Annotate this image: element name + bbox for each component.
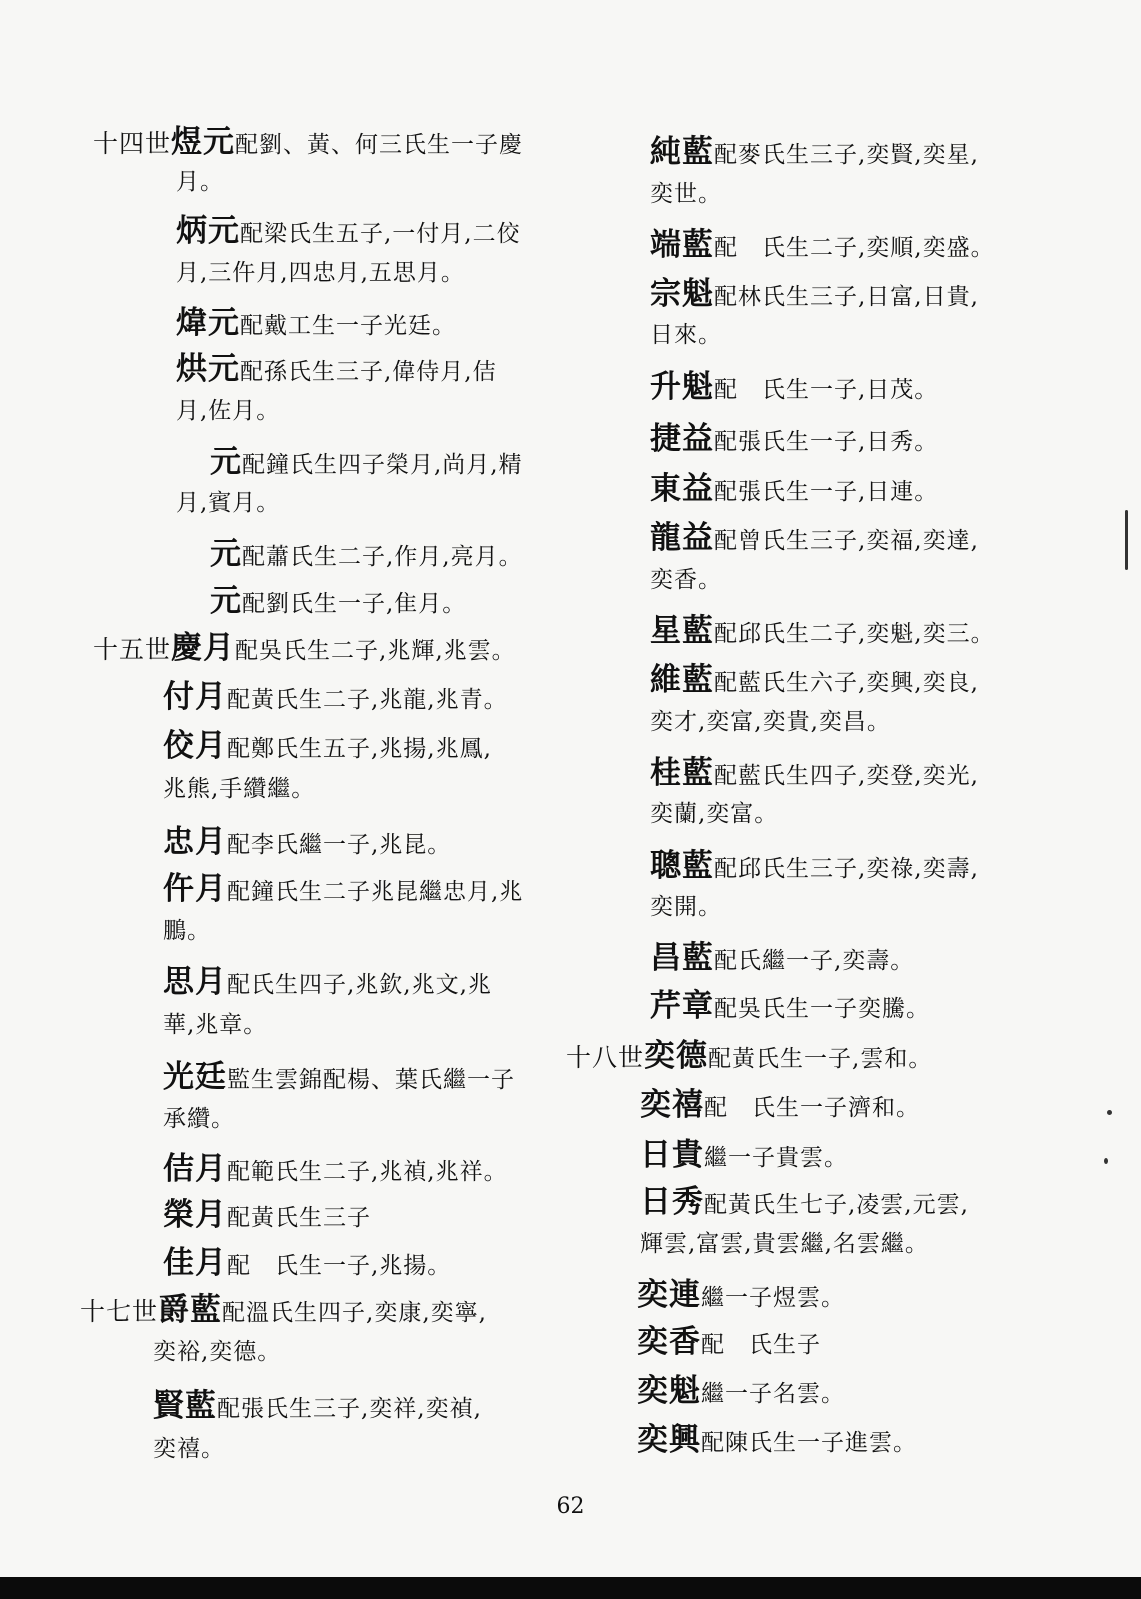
entry-text: 配範氏生二子,兆禎,兆祥。 [227,1159,508,1185]
person-name: 芹章 [650,988,714,1024]
person-name: 煜元 [171,124,236,160]
genealogy-entry [176,205,521,250]
person-name: 宗魁 [650,276,714,312]
entry-text: 配 氏生二子,奕順,奕盛。 [714,235,995,261]
person-name: 仵月 [163,871,227,907]
entry-continuation: 承纘。 [163,1106,235,1132]
genealogy-entry [637,1414,917,1459]
entry-continuation: 奕禧。 [153,1436,225,1462]
person-name: 端藍 [650,227,714,263]
scan-bottom-edge [0,1577,1141,1599]
genealogy-entry [153,1380,482,1425]
entry-continuation: 兆熊,手纘繼。 [163,776,316,802]
entry-text: 配 氏生一子,日茂。 [714,377,939,403]
entry-text: 繼一子名雲。 [701,1381,845,1407]
entry-text: 配黃氏生一子,雲和。 [708,1046,933,1072]
genealogy-entry [650,219,995,264]
person-name: 日秀 [640,1184,704,1220]
genealogy-entry [650,126,979,171]
entry-text: 配吳氏生一子奕騰。 [714,996,930,1022]
genealogy-entry [637,1269,845,1314]
generation-label: 十八世 [566,1043,645,1072]
page-number: 62 [556,1494,585,1519]
genealogy-entry [163,671,508,716]
entry-text: 監生雲錦配楊、葉氏繼一子 [227,1067,515,1093]
entry-text: 配孫氏生三子,偉侍月,佶 [240,359,497,385]
person-name: 元 [210,536,242,572]
person-name: 奕香 [637,1324,701,1360]
genealogy-entry [163,1237,451,1282]
entry-continuation: 輝雲,富雲,貴雲繼,名雲繼。 [640,1231,929,1257]
person-name: 元 [210,444,242,480]
genealogy-entry [637,1365,845,1410]
genealogy-entry [80,1284,487,1329]
person-name: 榮月 [163,1197,227,1233]
genealogy-entry [640,1079,920,1124]
entry-continuation: 奕裕,奕德。 [153,1339,282,1365]
entry-text: 配 氏生一子,兆揚。 [227,1253,452,1279]
entry-text: 配張氏生三子,奕祥,奕禎, [217,1396,482,1422]
genealogy-entry [640,1129,848,1174]
genealogy-entry [163,956,492,1001]
genealogy-entry [210,575,466,620]
entry-text: 配藍氏生四子,奕登,奕光, [714,763,979,789]
entry-text: 配曾氏生三子,奕福,奕達, [714,528,979,554]
person-name: 炳元 [176,213,240,249]
entry-text: 配黃氏生三子 [227,1205,371,1231]
entry-text: 配林氏生三子,日富,日貴, [714,284,979,310]
person-name: 賢藍 [153,1388,217,1424]
genealogy-entry [650,932,914,977]
genealogy-entry [650,361,938,406]
entry-text: 配藍氏生六子,奕興,奕良, [714,670,979,696]
genealogy-entry [650,747,979,792]
genealogy-entry [176,297,456,342]
person-name: 烘元 [176,351,240,387]
entry-text: 配邱氏生二子,奕魁,奕三。 [714,621,995,647]
person-name: 爵藍 [158,1292,223,1328]
entry-text: 配鄭氏生五子,兆揚,兆鳳, [227,736,492,762]
person-name: 光廷 [163,1059,227,1095]
scan-speck [1107,1110,1112,1115]
generation-label: 十五世 [93,635,172,664]
genealogy-entry [650,980,930,1025]
scan-edge-mark [1125,510,1128,570]
genealogy-entry [93,622,516,667]
entry-text: 配劉、黃、何三氏生一子慶 [235,132,524,158]
genealogy-entry [650,413,938,458]
genealogy-entry [637,1316,821,1361]
person-name: 聰藍 [650,848,714,884]
entry-text: 繼一子貴雲。 [704,1145,848,1171]
genealogy-entry [210,528,523,573]
entry-continuation: 奕香。 [650,567,722,593]
entry-text: 配張氏生一子,日連。 [714,479,939,505]
genealogy-entry [210,436,523,481]
generation-label: 十七世 [80,1297,159,1326]
entry-text: 配鐘氏生二子兆昆繼忠月,兆 [227,879,524,905]
genealogy-entry [650,512,979,557]
entry-text: 配麥氏生三子,奕賢,奕星, [714,142,979,168]
genealogy-entry [163,1051,515,1096]
entry-continuation: 奕開。 [650,894,722,920]
entry-continuation: 月。 [176,169,224,195]
entry-continuation: 奕世。 [650,181,722,207]
scan-speck [1104,1158,1108,1164]
generation-label: 十四世 [93,129,172,158]
genealogy-entry [163,720,492,765]
entry-text: 配鐘氏生四子榮月,尚月,精 [242,452,523,478]
person-name: 忠月 [163,824,227,860]
entry-text: 配陳氏生一子進雲。 [701,1430,917,1456]
entry-continuation: 月,佐月。 [176,398,281,424]
genealogy-entry [650,840,979,885]
person-name: 思月 [163,964,227,1000]
person-name: 東益 [650,471,714,507]
entry-text: 配吳氏生二子,兆輝,兆雲。 [235,638,516,664]
genealogy-entry [93,116,523,161]
entry-text: 配黃氏生七子,凌雲,元雲, [704,1192,969,1218]
entry-text: 配邱氏生三子,奕祿,奕壽, [714,856,979,882]
genealogy-entry [163,1143,508,1188]
entry-text: 配 氏生一子濟和。 [704,1095,920,1121]
entry-text: 配蕭氏生二子,作月,亮月。 [242,544,523,570]
entry-continuation: 奕蘭,奕富。 [650,801,779,827]
person-name: 維藍 [650,662,714,698]
person-name: 奕禧 [640,1087,704,1123]
entry-continuation: 奕才,奕富,奕貴,奕昌。 [650,709,891,735]
genealogy-entry [650,268,979,313]
entry-text: 配氏繼一子,奕壽。 [714,948,915,974]
person-name: 佶月 [163,1151,227,1187]
person-name: 付月 [163,679,227,715]
entry-continuation: 華,兆章。 [163,1012,268,1038]
person-name: 慶月 [171,630,236,666]
entry-continuation: 月,三仵月,四忠月,五思月。 [176,260,465,286]
person-name: 奕連 [637,1277,701,1313]
entry-text: 配張氏生一子,日秀。 [714,429,939,455]
entry-text: 配黃氏生二子,兆龍,兆青。 [227,687,508,713]
entry-continuation: 月,賓月。 [176,490,281,516]
person-name: 升魁 [650,369,714,405]
person-name: 奕魁 [637,1373,701,1409]
person-name: 佼月 [163,728,227,764]
genealogy-entry [163,816,451,861]
person-name: 日貴 [640,1137,704,1173]
genealogy-entry [650,654,979,699]
genealogy-entry [176,343,497,388]
person-name: 佳月 [163,1245,227,1281]
entry-continuation: 鵬。 [163,918,211,944]
entry-text: 繼一子煜雲。 [701,1285,845,1311]
entry-text: 配溫氏生四子,奕康,奕寧, [222,1300,487,1326]
genealogy-entry [566,1030,932,1075]
genealogy-entry [163,863,523,908]
person-name: 煒元 [176,305,240,341]
person-name: 桂藍 [650,755,714,791]
entry-text: 配氏生四子,兆欽,兆文,兆 [227,972,492,998]
genealogy-entry [650,605,995,650]
person-name: 昌藍 [650,940,714,976]
genealogy-entry [163,1189,371,1234]
person-name: 元 [210,583,242,619]
entry-text: 配 氏生子 [701,1332,821,1358]
person-name: 奕興 [637,1422,701,1458]
person-name: 捷益 [650,421,714,457]
genealogy-entry [650,463,938,508]
genealogy-entry [640,1176,969,1221]
entry-text: 配梁氏生五子,⼀付月,⼆佼 [240,221,521,247]
entry-text: 配劉氏生一子,隹月。 [242,591,467,617]
person-name: 星藍 [650,613,714,649]
entry-text: 配戴工生一子光廷。 [240,313,456,339]
person-name: 純藍 [650,134,714,170]
entry-continuation: 日來。 [650,322,722,348]
person-name: 龍益 [650,520,714,556]
person-name: 奕德 [644,1038,709,1074]
entry-text: 配李氏繼一子,兆昆。 [227,832,452,858]
